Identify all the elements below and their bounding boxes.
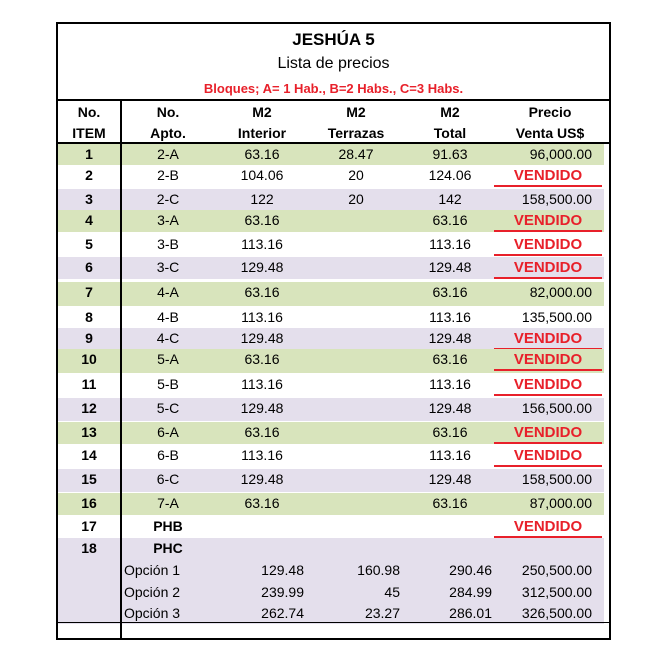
- terrace-m2: [310, 349, 402, 370]
- terrace-m2: [310, 445, 402, 466]
- interior-m2: 129.48: [240, 330, 284, 346]
- apartment-number: 4-A: [157, 284, 179, 300]
- total-m2: 63.16: [432, 351, 468, 367]
- item-number: 17: [81, 518, 97, 534]
- apartment-number: 5-A: [157, 351, 179, 367]
- interior-m2: 63.16: [244, 424, 280, 440]
- sold-label: VENDIDO: [494, 166, 602, 187]
- header-total: [404, 102, 496, 144]
- item-number: 6: [85, 259, 93, 275]
- sold-label: VENDIDO: [494, 235, 602, 256]
- page-subtitle: Lista de precios: [277, 55, 390, 72]
- total-m2: 113.16: [429, 236, 471, 252]
- apartment-number: PHC: [153, 540, 183, 556]
- table-row: [58, 234, 604, 256]
- total-m2: 63.16: [432, 284, 468, 300]
- option-interior-m2: 239.99: [261, 584, 304, 600]
- interior-m2: 129.48: [240, 400, 284, 416]
- header-top-divider: [58, 99, 609, 101]
- apartment-number: 7-A: [157, 495, 179, 511]
- sold-label: VENDIDO: [494, 375, 602, 396]
- interior-m2: 63.16: [244, 495, 280, 511]
- apartment-number: 6-C: [156, 471, 180, 487]
- apartment-number: 3-C: [156, 259, 180, 275]
- item-number: 12: [81, 400, 97, 416]
- table-row: [58, 307, 604, 328]
- header-terrazas-line1: M2: [346, 104, 366, 120]
- apartment-number: 3-B: [157, 236, 179, 252]
- total-m2: 124.06: [428, 167, 472, 183]
- sold-status: [492, 374, 604, 395]
- header-apto: [122, 102, 214, 144]
- table-row: [58, 189, 604, 211]
- total-m2: 91.63: [432, 146, 468, 162]
- item-number: 18: [81, 540, 97, 556]
- table-row: [58, 328, 604, 349]
- interior-m2: 129.48: [240, 259, 284, 275]
- item-number: 8: [85, 309, 93, 325]
- option-terrace-m2: 45: [384, 584, 400, 600]
- item-number: 7: [85, 284, 93, 300]
- sold-label: VENDIDO: [494, 517, 602, 538]
- item-number: 16: [81, 495, 97, 511]
- option-total-m2: 284.99: [449, 584, 492, 600]
- item-number: 15: [81, 471, 97, 487]
- interior-m2: 113.16: [241, 376, 283, 392]
- header-interior: [216, 102, 308, 144]
- interior-m2: 63.16: [244, 351, 280, 367]
- header-total-line2: Total: [433, 125, 467, 141]
- table-row: [58, 538, 604, 560]
- item-number: 9: [85, 330, 93, 346]
- sold-status: [492, 234, 604, 255]
- sale-price: 135,500.00: [521, 309, 592, 325]
- sold-status: [492, 349, 604, 370]
- apartment-number: 2-C: [156, 191, 180, 207]
- apartment-number: 6-A: [157, 424, 179, 440]
- option-price: 326,500.00: [521, 605, 592, 621]
- total-m2: 113.16: [429, 376, 471, 392]
- table-row: [58, 374, 604, 396]
- total-m2: 63.16: [432, 212, 468, 228]
- terrace-m2: 20: [348, 167, 364, 183]
- terrace-m2: [310, 538, 402, 559]
- option-interior-m2: 262.74: [261, 605, 304, 621]
- interior-m2: 63.16: [244, 284, 280, 300]
- header-terrazas: [310, 102, 402, 144]
- total-m2: [404, 538, 496, 559]
- interior-m2: [216, 538, 308, 559]
- terrace-m2: [310, 493, 402, 514]
- header-total-line1: M2: [440, 104, 460, 120]
- sold-status: [492, 422, 604, 443]
- option-price: 312,500.00: [521, 584, 592, 600]
- item-number: 4: [85, 212, 93, 228]
- terrace-m2: 20: [348, 191, 364, 207]
- total-m2: [404, 516, 496, 537]
- option-label: Opción 1: [124, 562, 181, 578]
- item-number: 3: [85, 191, 93, 207]
- terrace-m2: [310, 210, 402, 231]
- terrace-m2: [310, 328, 402, 349]
- table-row: [58, 469, 604, 492]
- table-row: [58, 493, 604, 515]
- sold-label: VENDIDO: [494, 329, 602, 350]
- item-number: 11: [81, 376, 97, 392]
- table-row: [58, 349, 604, 373]
- item-number: 1: [85, 146, 93, 162]
- table-row: [58, 282, 604, 306]
- apartment-number: 6-B: [157, 447, 179, 463]
- sale-price: 87,000.00: [529, 495, 592, 511]
- option-price: 250,500.00: [521, 562, 592, 578]
- sold-status: [492, 445, 604, 466]
- option-row: [58, 560, 604, 581]
- table-row: [58, 210, 604, 232]
- option-row: [58, 582, 604, 603]
- item-number: 10: [81, 351, 97, 367]
- table-row: [58, 257, 604, 279]
- apartment-number: 2-A: [157, 146, 179, 162]
- interior-m2: [216, 516, 308, 537]
- option-terrace-m2: 23.27: [364, 605, 400, 621]
- header-terrazas-line2: Terrazas: [327, 125, 385, 141]
- sold-status: [492, 165, 604, 186]
- apartment-number: PHB: [153, 518, 183, 534]
- terrace-m2: [310, 307, 402, 328]
- interior-m2: 122: [250, 191, 274, 207]
- table-row: [58, 398, 604, 421]
- interior-m2: 113.16: [241, 447, 283, 463]
- total-m2: 113.16: [429, 309, 471, 325]
- option-label: Opción 2: [124, 584, 181, 600]
- sale-price: 96,000.00: [529, 146, 592, 162]
- apartment-number: 5-B: [157, 376, 179, 392]
- interior-m2: 63.16: [244, 212, 280, 228]
- option-terrace-m2: 160.98: [357, 562, 400, 578]
- sold-label: VENDIDO: [494, 350, 602, 371]
- item-number: 14: [81, 447, 97, 463]
- terrace-m2: [310, 398, 402, 419]
- table-bottom-divider: [58, 622, 609, 623]
- terrace-m2: [310, 282, 402, 303]
- page-title: JESHÚA 5: [292, 30, 375, 49]
- price-list-sheet: [56, 22, 611, 640]
- sold-label: VENDIDO: [494, 446, 602, 467]
- total-m2: 63.16: [432, 424, 468, 440]
- interior-m2: 104.06: [240, 167, 284, 183]
- table-row: [58, 165, 604, 186]
- item-number: 5: [85, 236, 93, 252]
- option-label: Opción 3: [124, 605, 181, 621]
- apartment-number: 2-B: [157, 167, 179, 183]
- option-row: [58, 603, 604, 624]
- apartment-number: 4-C: [156, 330, 180, 346]
- option-total-m2: 290.46: [449, 562, 492, 578]
- sold-status: [492, 210, 604, 231]
- header-price-line2: Venta US$: [515, 125, 585, 141]
- table-row: [58, 422, 604, 444]
- interior-m2: 113.16: [241, 236, 283, 252]
- table-row: [58, 445, 604, 467]
- table-row: [58, 516, 604, 537]
- total-m2: 129.48: [428, 330, 472, 346]
- terrace-m2: [310, 422, 402, 443]
- total-m2: 142: [438, 191, 462, 207]
- header-apto-line2: Apto.: [150, 125, 186, 141]
- terrace-m2: [310, 469, 402, 490]
- option-interior-m2: 129.48: [261, 562, 304, 578]
- option-total-m2: 286.01: [449, 605, 492, 621]
- terrace-m2: [310, 234, 402, 255]
- terrace-m2: 28.47: [338, 146, 374, 162]
- interior-m2: 129.48: [240, 471, 284, 487]
- sale-price: 156,500.00: [521, 400, 592, 416]
- total-m2: 63.16: [432, 495, 468, 511]
- terrace-m2: [310, 257, 402, 278]
- total-m2: 113.16: [429, 447, 471, 463]
- interior-m2: 113.16: [241, 309, 283, 325]
- item-number: 13: [81, 424, 97, 440]
- sold-status: [492, 516, 604, 537]
- header-item-line2: ITEM: [72, 125, 106, 141]
- item-column-divider: [120, 99, 122, 640]
- sale-price: 158,500.00: [521, 471, 592, 487]
- header-interior-line1: M2: [252, 104, 272, 120]
- header-price: [496, 102, 604, 144]
- sale-price: [496, 538, 592, 559]
- apartment-number: 4-B: [157, 309, 179, 325]
- sold-status: [492, 328, 604, 349]
- header-item-line1: No.: [77, 104, 101, 120]
- blocks-note: Bloques; A= 1 Hab., B=2 Habs., C=3 Habs.: [203, 81, 464, 96]
- header-price-line1: Precio: [528, 104, 572, 120]
- sold-label: VENDIDO: [494, 211, 602, 232]
- total-m2: 129.48: [428, 259, 472, 275]
- sale-price: 158,500.00: [521, 191, 592, 207]
- apartment-number: 5-C: [156, 400, 180, 416]
- total-m2: 129.48: [428, 471, 472, 487]
- item-number: 2: [85, 167, 93, 183]
- sold-label: VENDIDO: [494, 258, 602, 279]
- terrace-m2: [310, 516, 402, 537]
- header-interior-line2: Interior: [237, 125, 287, 141]
- header-item: [58, 102, 120, 144]
- table-row: [58, 144, 604, 165]
- total-m2: 129.48: [428, 400, 472, 416]
- header-apto-line1: No.: [156, 104, 180, 120]
- sale-price: 82,000.00: [529, 284, 592, 300]
- terrace-m2: [310, 374, 402, 395]
- sold-status: [492, 257, 604, 278]
- sold-label: VENDIDO: [494, 423, 602, 444]
- apartment-number: 3-A: [157, 212, 179, 228]
- interior-m2: 63.16: [244, 146, 280, 162]
